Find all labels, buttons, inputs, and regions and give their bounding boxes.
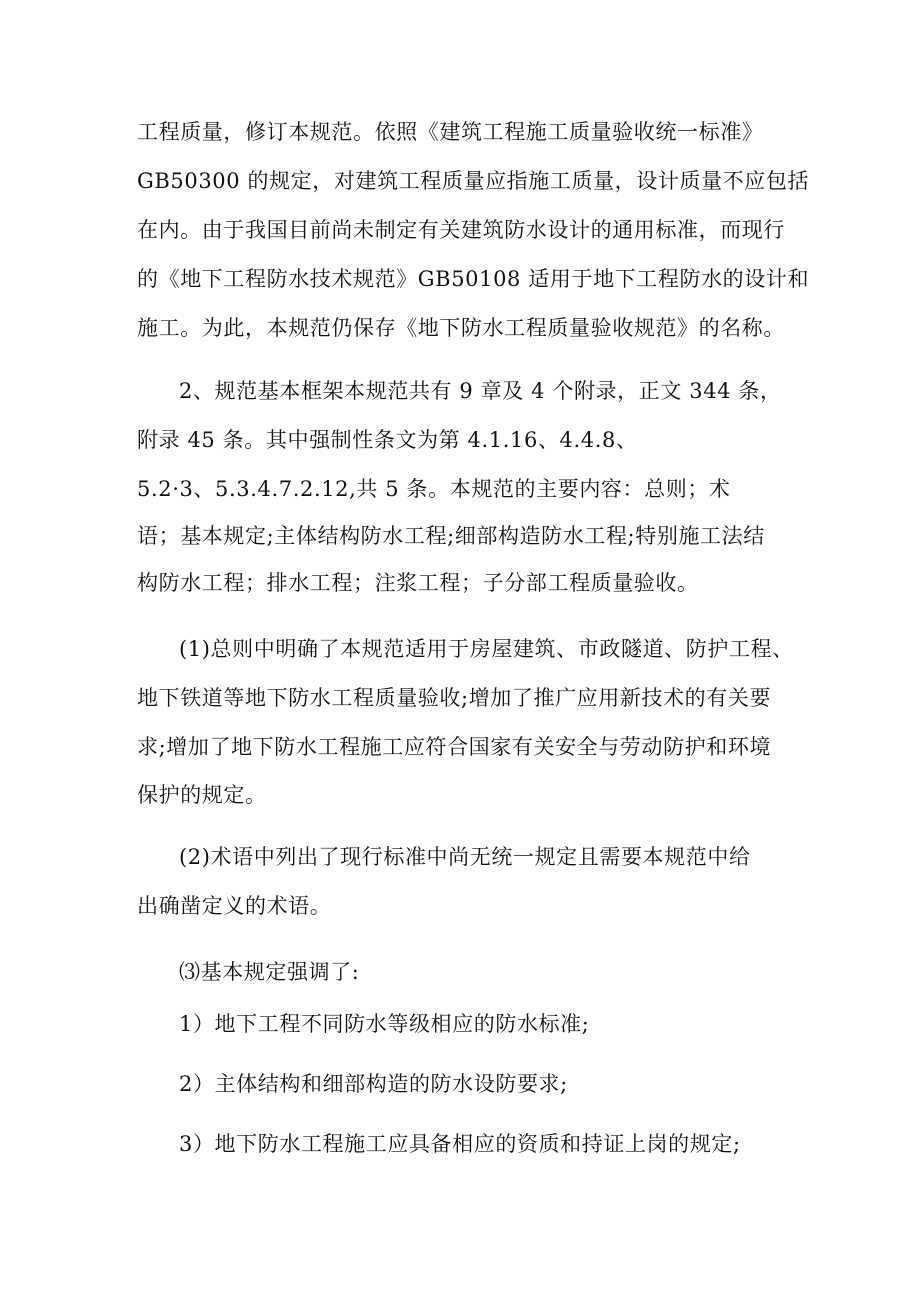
paragraph-5-line-1: ⑶基本规定强调了: [179,960,360,984]
paragraph-2-line-5: 构防水工程；排水工程；注浆工程；子分部工程质量验收。 [137,571,699,595]
paragraph-3-line-3: 求;增加了地下防水工程施工应符合国家有关安全与劳动防护和环境 [137,735,772,759]
paragraph-1-line-3: 在内。由于我国目前尚未制定有关建筑防水设计的通用标准，而现行 [137,218,785,242]
paragraph-1-line-1: 工程质量，修订本规范。依照《建筑工程施工质量验收统一标准》 [137,120,764,144]
list-item-2: 2）主体结构和细部构造的防水设防要求; [179,1072,568,1096]
paragraph-2-line-2: 附录 45 条。其中强制性条文为第 4.1.16、4.4.8、 [137,428,638,452]
paragraph-3-line-4: 保护的规定。 [137,783,267,807]
paragraph-3-line-1: (1)总则中明确了本规范适用于房屋建筑、市政隧道、防护工程、 [179,637,794,661]
paragraph-4-line-1: (2)术语中列出了现行标准中尚无统一规定且需要本规范中给 [179,845,751,869]
paragraph-1-line-2: GB50300 的规定，对建筑工程质量应指施工质量，设计质量不应包括 [137,169,810,193]
paragraph-2-line-4: 语；基本规定;主体结构防水工程;细部构造防水工程;特别施工法结 [137,524,765,548]
list-item-3: 3）地下防水工程施工应具备相应的资质和持证上岗的规定; [179,1132,741,1156]
paragraph-1-line-4: 的《地下工程防水技术规范》GB50108 适用于地下工程防水的设计和 [137,267,810,291]
paragraph-2-line-1: 2、规范基本框架本规范共有 9 章及 4 个附录，正文 344 条， [179,379,782,403]
paragraph-1-line-5: 施工。为此，本规范仍保存《地下防水工程质量验收规范》的名称。 [137,316,785,340]
list-item-1: 1）地下工程不同防水等级相应的防水标准; [179,1012,590,1036]
paragraph-3-line-2: 地下铁道等地下防水工程质量验收;增加了推广应用新技术的有关要 [137,686,772,710]
paragraph-4-line-2: 出确凿定义的术语。 [137,894,332,918]
paragraph-2-line-3: 5.2·3、5.3.4.7.2.12,共 5 条。本规范的主要内容：总则；术 [137,477,731,501]
